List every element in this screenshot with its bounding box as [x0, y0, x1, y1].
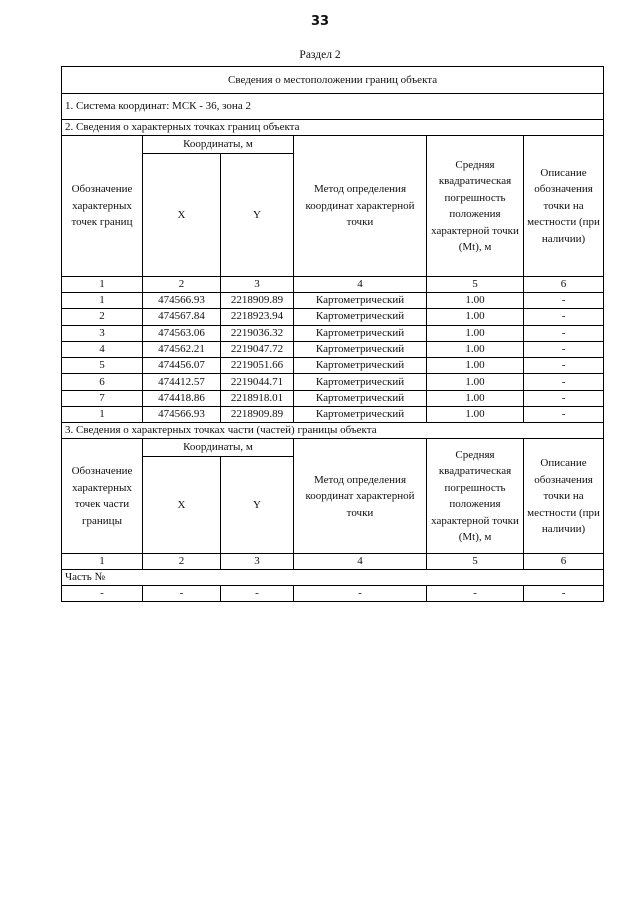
point-id: 2 — [62, 309, 143, 325]
header-y: Y — [221, 154, 294, 277]
coordinate-y: 2219044.71 — [221, 374, 294, 390]
header-error: Средняя квадратическая погрешность положения характерной точки (Mt), м — [427, 136, 524, 277]
method-cell: Картометрический — [294, 407, 427, 423]
description-cell: - — [524, 374, 604, 390]
empty-cell: - — [294, 586, 427, 602]
coordinate-x: 474456.07 — [143, 358, 221, 374]
method-cell: Картометрический — [294, 341, 427, 357]
boundary-table — [61, 66, 604, 602]
coordinate-x: 474418.86 — [143, 390, 221, 406]
point-id: 7 — [62, 390, 143, 406]
description-cell: - — [524, 325, 604, 341]
point-id: 4 — [62, 341, 143, 357]
method-cell: Картометрический — [294, 390, 427, 406]
coordinate-x: 474566.93 — [143, 407, 221, 423]
coordinate-x: 474562.21 — [143, 341, 221, 357]
column-number: 4 — [294, 554, 427, 570]
table-row — [62, 293, 604, 309]
empty-cell: - — [221, 586, 294, 602]
coordinate-x: 474567.84 — [143, 309, 221, 325]
error-cell: 1.00 — [427, 341, 524, 357]
column-number: 6 — [524, 554, 604, 570]
header-coordinates: Координаты, м — [143, 439, 294, 457]
coordinate-y: 2218909.89 — [221, 293, 294, 309]
method-cell: Картометрический — [294, 325, 427, 341]
table-row — [62, 374, 604, 390]
point-id: 5 — [62, 358, 143, 374]
point-id: 1 — [62, 407, 143, 423]
header-description: Описание обозначения точки на местности (при наличии) — [524, 439, 604, 554]
error-cell: 1.00 — [427, 358, 524, 374]
header-x: X — [143, 154, 221, 277]
column-number: 5 — [427, 554, 524, 570]
error-cell: 1.00 — [427, 374, 524, 390]
column-number: 2 — [143, 554, 221, 570]
column-number: 2 — [143, 277, 221, 293]
point-id: 6 — [62, 374, 143, 390]
method-cell: Картометрический — [294, 309, 427, 325]
coordinate-x: 474566.93 — [143, 293, 221, 309]
table-row — [62, 341, 604, 357]
section-label: Раздел 2 — [299, 49, 341, 61]
table-row — [62, 390, 604, 406]
error-cell: 1.00 — [427, 407, 524, 423]
section-3-heading: 3. Сведения о характерных точках части (частей) границы объекта — [62, 423, 604, 439]
header-description: Описание обозначения точки на местности (при наличии) — [524, 136, 604, 277]
error-cell: 1.00 — [427, 309, 524, 325]
method-cell: Картометрический — [294, 293, 427, 309]
coordinate-y: 2218918.01 — [221, 390, 294, 406]
point-id: 1 — [62, 293, 143, 309]
header-method: Метод определения координат характерной точки — [294, 439, 427, 554]
coordinate-y: 2219036.32 — [221, 325, 294, 341]
table-row — [62, 325, 604, 341]
description-cell: - — [524, 407, 604, 423]
part-number-label: Часть № — [62, 570, 604, 586]
method-cell: Картометрический — [294, 374, 427, 390]
column-number: 3 — [221, 277, 294, 293]
point-id: 3 — [62, 325, 143, 341]
header-designation: Обозначение характерных точек части границы — [62, 439, 143, 554]
header-y: Y — [221, 457, 294, 554]
error-cell: 1.00 — [427, 293, 524, 309]
empty-cell: - — [143, 586, 221, 602]
column-number: 5 — [427, 277, 524, 293]
column-number: 4 — [294, 277, 427, 293]
column-number: 3 — [221, 554, 294, 570]
header-error: Средняя квадратическая погрешность положения характерной точки (Mt), м — [427, 439, 524, 554]
column-number: 1 — [62, 554, 143, 570]
coordinate-y: 2219051.66 — [221, 358, 294, 374]
description-cell: - — [524, 293, 604, 309]
page-number: 33 — [310, 14, 330, 29]
error-cell: 1.00 — [427, 390, 524, 406]
table-row — [62, 407, 604, 423]
table-row — [62, 358, 604, 374]
coordinate-y: 2219047.72 — [221, 341, 294, 357]
column-number: 1 — [62, 277, 143, 293]
coordinate-y: 2218923.94 — [221, 309, 294, 325]
empty-cell: - — [62, 586, 143, 602]
coordinate-system: 1. Система координат: МСК - 36, зона 2 — [62, 94, 604, 120]
coordinate-x: 474412.57 — [143, 374, 221, 390]
coordinate-x: 474563.06 — [143, 325, 221, 341]
header-x: X — [143, 457, 221, 554]
empty-cell: - — [427, 586, 524, 602]
coordinate-y: 2218909.89 — [221, 407, 294, 423]
empty-cell: - — [524, 586, 604, 602]
header-coordinates: Координаты, м — [143, 136, 294, 154]
header-designation: Обозначение характерных точек границ — [62, 136, 143, 277]
description-cell: - — [524, 390, 604, 406]
header-method: Метод определения координат характерной точки — [294, 136, 427, 277]
section-2-heading: 2. Сведения о характерных точках границ объекта — [62, 120, 604, 136]
description-cell: - — [524, 309, 604, 325]
table-title: Сведения о местоположении границ объекта — [62, 67, 604, 94]
method-cell: Картометрический — [294, 358, 427, 374]
description-cell: - — [524, 358, 604, 374]
description-cell: - — [524, 341, 604, 357]
column-number: 6 — [524, 277, 604, 293]
table-row — [62, 309, 604, 325]
error-cell: 1.00 — [427, 325, 524, 341]
